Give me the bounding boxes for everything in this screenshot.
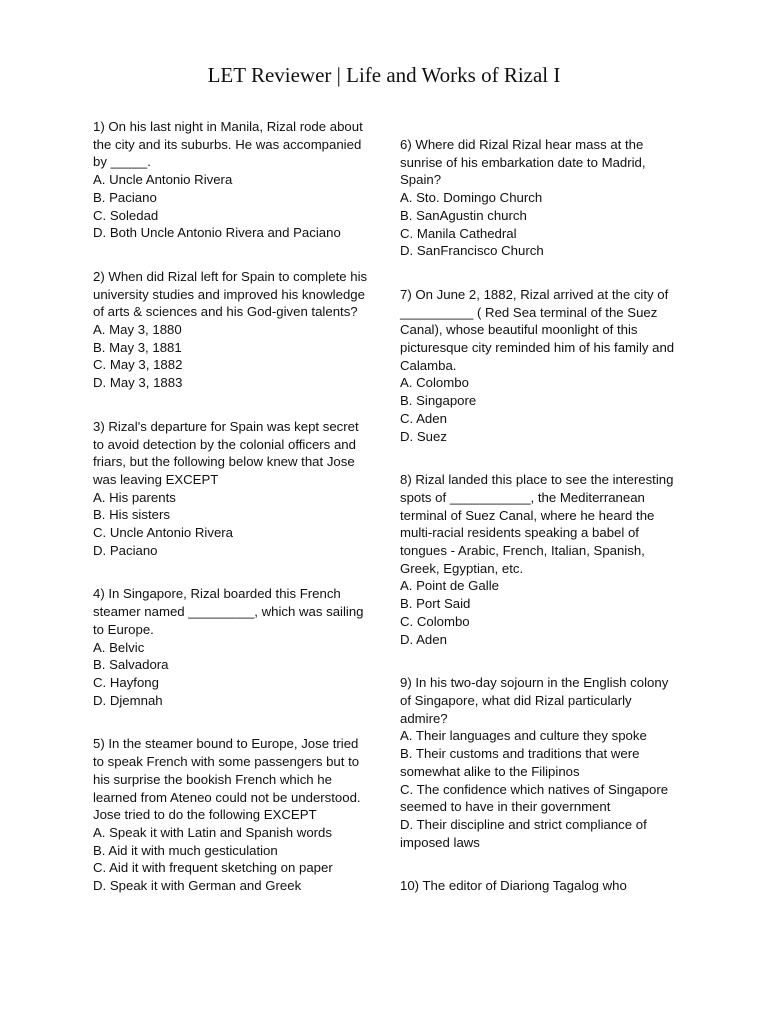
option-a: A. Colombo xyxy=(400,375,469,391)
option-a: A. Point de Galle xyxy=(400,578,499,594)
option-c: C. Hayfong xyxy=(93,674,159,690)
question-1 xyxy=(93,118,373,242)
option-b: B. May 3, 1881 xyxy=(93,339,182,355)
question-7 xyxy=(400,286,675,445)
option-c: C. The confidence which natives of Singapore seemed to have in their government xyxy=(400,781,669,815)
question-stem: 2) When did Rizal left for Spain to complete his university studies and improved his knowledge of arts & sciences and his God-given talents? xyxy=(93,268,368,320)
option-a: A. Uncle Antonio Rivera xyxy=(93,172,233,188)
question-stem: 10) The editor of Diariong Tagalog who xyxy=(400,878,627,894)
question-stem: 7) On June 2, 1882, Rizal arrived at the city of __________ ( Red Sea terminal of the Suez Canal), whose beautiful moonlight of this picturesque city reminded him of his family and Calamba. xyxy=(400,286,675,373)
option-c: C. Aid it with frequent sketching on paper xyxy=(93,860,333,876)
option-b: B. Port Said xyxy=(400,596,471,612)
right-column xyxy=(400,136,675,921)
option-a: A. Their languages and culture they spoke xyxy=(400,728,647,744)
option-c: C. Aden xyxy=(400,410,447,426)
option-d: D. Djemnah xyxy=(93,692,163,708)
option-b: B. SanAgustin church xyxy=(400,207,527,223)
left-column xyxy=(93,118,373,921)
option-a: A. Belvic xyxy=(93,639,145,655)
option-d: D. Their discipline and strict compliance of imposed laws xyxy=(400,816,647,850)
question-stem: 6) Where did Rizal Rizal hear mass at the sunrise of his embarkation date to Madrid, Spain? xyxy=(400,137,646,188)
option-d: D. SanFrancisco Church xyxy=(400,243,544,259)
question-4 xyxy=(93,585,373,709)
option-d: D. Paciano xyxy=(93,542,158,558)
option-d: D. Both Uncle Antonio Rivera and Paciano xyxy=(93,225,341,241)
question-10 xyxy=(400,877,675,895)
option-b: B. His sisters xyxy=(93,507,170,523)
option-b: B. Aid it with much gesticulation xyxy=(93,842,278,858)
question-6 xyxy=(400,136,675,260)
option-d: D. Speak it with German and Greek xyxy=(93,878,302,894)
question-8 xyxy=(400,471,675,648)
question-3 xyxy=(93,418,373,560)
option-c: C. May 3, 1882 xyxy=(93,357,183,373)
option-a: A. Speak it with Latin and Spanish words xyxy=(93,824,332,840)
option-d: D. Suez xyxy=(400,428,447,444)
question-9 xyxy=(400,674,675,851)
question-stem: 5) In the steamer bound to Europe, Jose tried to speak French with some passengers but to his surprise the bookish French which he learned from Ateneo could not be understood. Jose tried to do the following EXCEPT xyxy=(93,736,361,823)
option-b: B. Salvadora xyxy=(93,657,169,673)
option-b: B. Singapore xyxy=(400,393,477,409)
option-d: D. May 3, 1883 xyxy=(93,375,183,391)
question-stem: 9) In his two-day sojourn in the English colony of Singapore, what did Rizal particularly admire? xyxy=(400,675,669,726)
option-a: A. Sto. Domingo Church xyxy=(400,190,543,206)
question-stem: 1) On his last night in Manila, Rizal rode about the city and its suburbs. He was accompanied by _____. xyxy=(93,119,363,170)
question-stem: 8) Rizal landed this place to see the interesting spots of ___________, the Mediterranean terminal of Suez Canal, where he heard the multi-racial residents speaking a babel of tongues - Arabic, French, Italian, Spanish, Greek, Egyptian, etc. xyxy=(400,472,674,576)
question-stem: 3) Rizal's departure for Spain was kept secret to avoid detection by the colonial officers and friars, but the following below knew that Jose was leaving EXCEPT xyxy=(93,418,359,487)
question-2 xyxy=(93,268,373,392)
option-b: B. Their customs and traditions that were somewhat alike to the Filipinos xyxy=(400,746,640,779)
page-title: LET Reviewer | Life and Works of Rizal I xyxy=(207,63,561,87)
option-c: C. Colombo xyxy=(400,613,470,629)
option-c: C. Uncle Antonio Rivera xyxy=(93,525,234,541)
question-stem: 4) In Singapore, Rizal boarded this French steamer named _________, which was sailing to Europe. xyxy=(93,586,364,637)
option-b: B. Paciano xyxy=(93,189,157,205)
question-5 xyxy=(93,735,373,894)
option-d: D. Aden xyxy=(400,631,447,647)
option-c: C. Manila Cathedral xyxy=(400,225,517,241)
option-a: A. May 3, 1880 xyxy=(93,322,182,338)
option-a: A. His parents xyxy=(93,489,176,505)
option-c: C. Soledad xyxy=(93,207,159,223)
